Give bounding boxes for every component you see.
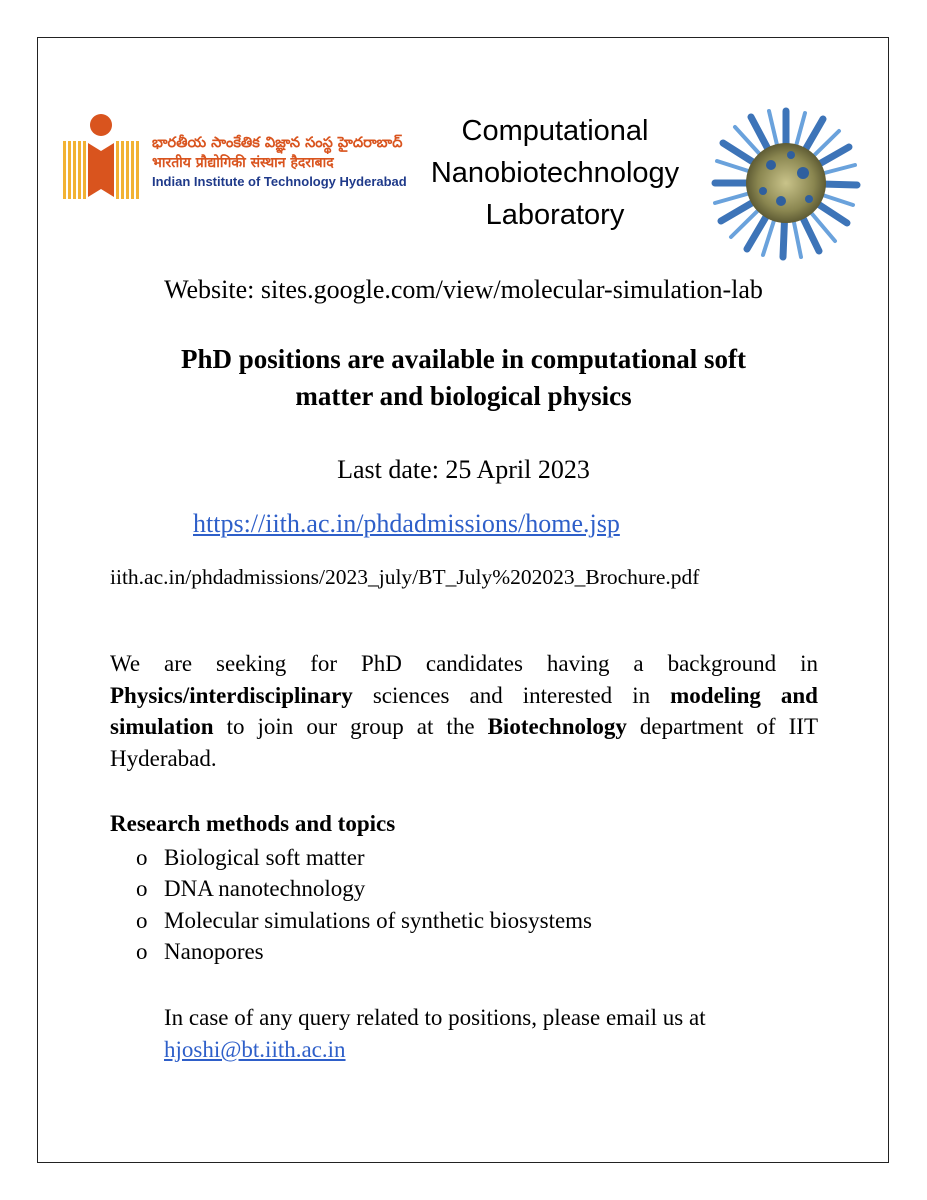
logo-hindi-line: भारतीय प्रौद्योगिकी संस्थान हैदराबाद bbox=[152, 155, 334, 171]
para-bold-3: Biotechnology bbox=[487, 714, 627, 739]
list-item-text: Nanopores bbox=[164, 938, 264, 964]
logo-english-line: Indian Institute of Technology Hyderabad bbox=[152, 174, 407, 189]
para-text-4: department of IIT Hyderabad. bbox=[110, 714, 819, 771]
lab-title-line-2: Nanobiotechnology bbox=[430, 157, 680, 189]
list-item-text: DNA nanotechnology bbox=[164, 876, 366, 902]
para-bold-2: modeling and simulation bbox=[110, 682, 818, 739]
para-text-2: sciences and interested in bbox=[352, 682, 671, 708]
description-paragraph bbox=[110, 648, 818, 774]
website-line: Website: sites.google.com/view/molecular-simulation-lab bbox=[164, 275, 763, 304]
list-bullet: o bbox=[136, 876, 148, 902]
list-bullet: o bbox=[136, 907, 148, 933]
list-bullet: o bbox=[136, 845, 148, 870]
para-text-1: We are seeking for PhD candidates having a background in bbox=[110, 651, 818, 676]
list-bullet: o bbox=[136, 938, 148, 964]
headline-line-1: PhD positions are available in computational soft bbox=[180, 344, 747, 374]
email-link[interactable]: hjoshi@bt.iith.ac.in bbox=[164, 1037, 346, 1062]
list-item-text: Biological soft matter bbox=[164, 845, 365, 870]
iith-logo-text bbox=[152, 133, 407, 191]
list-item bbox=[136, 905, 592, 936]
research-title: Research methods and topics bbox=[110, 811, 396, 836]
list-item bbox=[136, 842, 592, 873]
nanoparticle-image-icon bbox=[711, 103, 861, 263]
iith-logo-mark-icon bbox=[60, 113, 142, 205]
last-date: Last date: 25 April 2023 bbox=[337, 455, 590, 484]
query-paragraph bbox=[164, 1002, 844, 1066]
brochure-link: iith.ac.in/phdadmissions/2023_july/BT_July%202023_Brochure.pdf bbox=[110, 565, 700, 589]
list-item-text: Molecular simulations of synthetic biosystems bbox=[164, 907, 593, 933]
headline bbox=[0, 341, 927, 415]
query-text: In case of any query related to positions, please email us at bbox=[164, 1005, 706, 1030]
logo-telugu-line: భారతీయ సాంకేతిక విజ్ఞాన సంస్థ హైదరాబాద్ bbox=[152, 135, 403, 151]
para-text-3: to join our group at the bbox=[213, 714, 488, 739]
para-bold-1: Physics/interdisciplinary bbox=[110, 682, 353, 708]
iith-logo bbox=[60, 113, 407, 205]
lab-title-line-1: Computational bbox=[461, 115, 649, 147]
headline-line-2: matter and biological physics bbox=[295, 381, 632, 411]
list-item bbox=[136, 936, 592, 967]
research-list bbox=[136, 842, 592, 967]
list-item bbox=[136, 873, 592, 904]
lab-title bbox=[405, 110, 705, 236]
lab-title-line-3: Laboratory bbox=[485, 199, 625, 231]
admissions-link[interactable]: https://iith.ac.in/phdadmissions/home.jsp bbox=[193, 509, 620, 538]
